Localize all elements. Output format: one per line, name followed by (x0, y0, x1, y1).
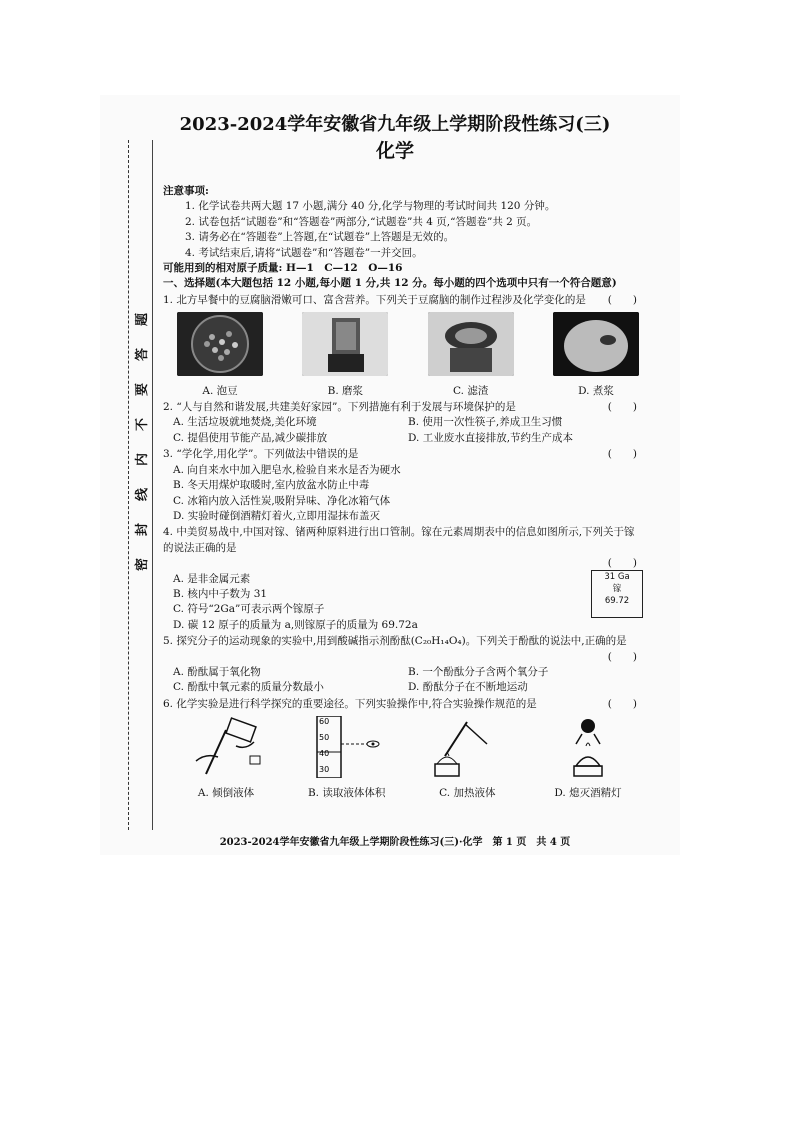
boiling-soymilk-photo (553, 312, 639, 376)
answer-paren: ( ) (607, 293, 637, 306)
notice-heading: 注意事项: (163, 185, 209, 197)
question-text: 4. 中美贸易战中,中国对镓、锗两种原料进行出口管制。镓在元素周期表中的信息如图所示,下列关于镓的说法正确的是 (163, 526, 635, 554)
option-b: B. 核内中子数为 31 (173, 587, 268, 600)
option-b-label: B. 磨浆 (327, 384, 364, 397)
exam-title: 2023-2024学年安徽省九年级上学期阶段性练习(三) (179, 114, 611, 135)
seal-char: 答 (135, 347, 151, 362)
option-d-image (533, 716, 643, 801)
question-text: 3. “学化学,用化学”。下列做法中错误的是 (163, 448, 359, 461)
option-c-image (428, 312, 514, 399)
option-d: D. 酚酞分子在不断地运动 (408, 681, 528, 694)
question-text: 1. 北方早餐中的豆腐脑滑嫩可口、富含营养。下列关于豆腐脑的制作过程涉及化学变化的是 (163, 293, 586, 306)
option-d: D. 工业废水直接排放,节约生产成本 (408, 431, 574, 444)
element-name: 镓 (612, 584, 622, 595)
question-text: 5. 探究分子的运动现象的实验中,用到酸碱指示剂酚酞(C₂₀H₁₄O₄)。下列关于酚酞的说法中,正确的是 (163, 635, 627, 648)
tick-label: 40 (318, 749, 329, 759)
option-a: A. 生活垃圾就地焚烧,美化环境 (173, 416, 317, 429)
gallium-element-box (591, 570, 643, 618)
option-b-label: B. 读取液体体积 (307, 786, 386, 799)
option-c-image (412, 716, 522, 801)
exam-content (163, 184, 643, 801)
option-d-image (553, 312, 639, 399)
question-text: 6. 化学实验是进行科学探究的重要途径。下列实验操作中,符合实验操作规范的是 (163, 697, 537, 710)
option-b: B. 冬天用煤炉取暖时,室内放盆水防止中毒 (173, 479, 370, 492)
option-a: A. 酚酞属于氧化物 (173, 665, 261, 678)
question-6 (163, 697, 643, 712)
option-d: D. 实验时碰倒酒精灯着火,立即用湿抹布盖灭 (173, 509, 381, 522)
option-b: B. 使用一次性筷子,养成卫生习惯 (408, 416, 563, 429)
page-footer: 2023-2024学年安徽省九年级上学期阶段性练习(三)·化学 第 1 页 共 4 页 (219, 837, 571, 848)
seal-char: 封 (135, 522, 151, 537)
option-a-label: A. 倾倒液体 (197, 786, 255, 799)
question-2 (163, 400, 643, 415)
section-heading: 一、选择题(本大题包括 12 小题,每小题 1 分,共 12 分。每小题的四个选项中只有一个符合题意) (163, 277, 617, 290)
option-d-label: D. 熄灭酒精灯 (554, 786, 622, 799)
option-c-label: C. 滤渣 (452, 384, 489, 397)
question-3 (163, 447, 643, 462)
option-a-image (171, 716, 281, 801)
soymilk-grinder-photo (302, 312, 388, 376)
option-c: C. 符号“2Ga”可表示两个镓原子 (173, 603, 325, 616)
option-c: C. 提倡使用节能产品,减少碳排放 (173, 431, 328, 444)
seal-char: 线 (135, 487, 151, 502)
q1-images (163, 308, 643, 399)
question-5 (163, 634, 643, 649)
notice-item: 3. 请务必在“答题卷”上答题,在“试题卷”上答题是无效的。 (185, 231, 455, 244)
extinguish-lamp-drawing (538, 716, 638, 778)
atomic-mass: 69.72 (604, 596, 630, 607)
graduated-cylinder-drawing (297, 716, 397, 778)
option-d-label: D. 煮浆 (578, 384, 614, 397)
question-text: 2. “人与自然和谐发展,共建美好家园”。下列措施有利于发展与环境保护的是 (163, 401, 516, 414)
option-b: B. 一个酚酞分子含两个氧分子 (408, 665, 549, 678)
answer-paren: ( ) (607, 401, 637, 414)
filter-residue-photo (428, 312, 514, 376)
option-c-label: C. 加热液体 (439, 786, 496, 799)
answer-paren: ( ) (607, 697, 637, 710)
option-a-label: A. 泡豆 (202, 384, 238, 397)
soaked-beans-photo (177, 312, 263, 376)
tick-label: 30 (318, 765, 329, 775)
notice-item: 4. 考试结束后,请将“试题卷”和“答题卷”一并交回。 (185, 246, 423, 259)
option-a: A. 向自来水中加入肥皂水,检验自来水是否为硬水 (173, 463, 401, 476)
seal-char: 要 (135, 382, 151, 397)
element-symbol: Ga (617, 572, 630, 583)
subject-title: 化学 (375, 140, 414, 162)
seal-char: 不 (135, 417, 151, 432)
tick-label: 60 (318, 717, 329, 727)
binding-solid-line (152, 140, 153, 830)
notice-item: 2. 试卷包括“试题卷”和“答题卷”两部分,“试题卷”共 4 页,“答题卷”共 2 页。 (185, 215, 538, 228)
q6-images (163, 712, 643, 801)
seal-char: 密 (135, 557, 151, 572)
question-4 (163, 525, 643, 556)
tick-label: 50 (318, 733, 329, 743)
heating-liquid-drawing (417, 716, 517, 778)
notice-item: 1. 化学试卷共两大题 17 小题,满分 40 分,化学与物理的考试时间共 120 分钟。 (185, 200, 556, 213)
seal-char: 题 (135, 312, 151, 327)
atomic-number: 31 (604, 572, 616, 583)
option-d: D. 碳 12 原子的质量为 a,则镓原子的质量为 69.72a (173, 618, 418, 631)
option-a: A. 是非金属元素 (173, 572, 251, 585)
seal-char: 内 (135, 452, 151, 467)
answer-paren: ( ) (607, 557, 637, 570)
option-b-image (302, 312, 388, 399)
seal-line-text (131, 310, 151, 574)
option-c: C. 酚酞中氧元素的质量分数最小 (173, 681, 324, 694)
option-c: C. 冰箱内放入活性炭,吸附异味、净化冰箱气体 (173, 494, 391, 507)
option-b-image (292, 716, 402, 801)
answer-paren: ( ) (607, 448, 637, 461)
answer-paren: ( ) (607, 650, 637, 663)
pouring-liquid-drawing (176, 716, 276, 778)
question-1 (163, 293, 643, 308)
binding-dashed-line (128, 140, 129, 830)
option-a-image (177, 312, 263, 399)
atomic-masses: 可能用到的相对原子质量: H—1 C—12 O—16 (163, 262, 403, 275)
